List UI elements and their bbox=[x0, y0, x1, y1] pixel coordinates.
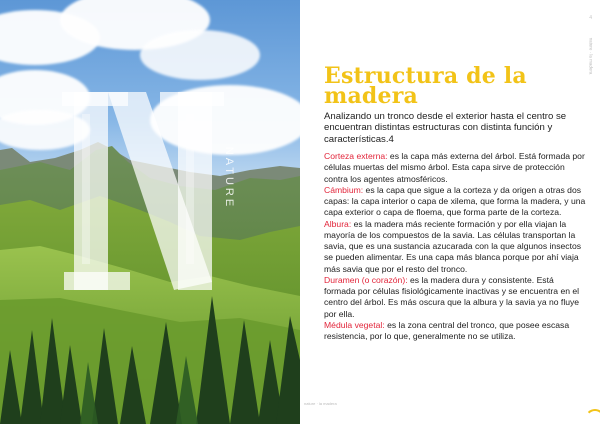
article-title: Estructura de la madera bbox=[324, 63, 527, 109]
definition-text: es la zona central del tronco, que posee escasa resistencia, por lo que, generalmente no se utiliza. bbox=[324, 319, 570, 341]
definition-term: Médula vegetal: bbox=[324, 319, 385, 330]
definition-term: Corteza externa: bbox=[324, 151, 388, 161]
page-footer: nature · la madera bbox=[304, 401, 337, 406]
article-page bbox=[300, 0, 600, 424]
definition-term: Albura: bbox=[324, 218, 352, 229]
corner-ornament bbox=[585, 409, 600, 429]
definition-text: es la madera más reciente formación y por ella viajan la mayoría de los compuestos de la savia. Las células transportan la savia, que es una sustancia azucarada con la que algunos insectos se pueden alimentar. Es una capa más blanca porque por ahí viaja más savia que por el resto del tronco. bbox=[324, 218, 582, 274]
page-number: 4 bbox=[589, 15, 592, 21]
definition-text: es la madera dura y consistente. Está formada por células fisiológicamente inactivas y se encuentra en el centro del árbol. Es más oscura que la albura y la savia ya no fluye por ella. bbox=[324, 274, 580, 319]
nature-vertical-label: NATURE bbox=[223, 146, 235, 210]
article-intro: Analizando un tronco desde el exterior hasta el centro se encuentran distintas estructuras con distinta función y características.4 bbox=[324, 111, 567, 145]
definition-term: Duramen (o corazón): bbox=[324, 274, 408, 285]
running-header: nature · la madera bbox=[588, 37, 594, 75]
nature-photo-page bbox=[0, 0, 300, 424]
definition-text: es la capa más externa del árbol. Está formada por células muertas del mismo árbol. Esta capa sirve de protección contra los agentes atmosféricos. bbox=[324, 151, 585, 184]
definitions-list bbox=[324, 151, 586, 342]
definition-text: es la capa que sigue a la corteza y da origen a otras dos capas: la capa interior o capa de xilema, que forma la madera, y una capa exterior o capa de floema, que forma parte de la corteza. bbox=[324, 184, 586, 218]
definition-term: Cámbium: bbox=[324, 184, 364, 195]
nature-n-logo bbox=[62, 92, 224, 290]
